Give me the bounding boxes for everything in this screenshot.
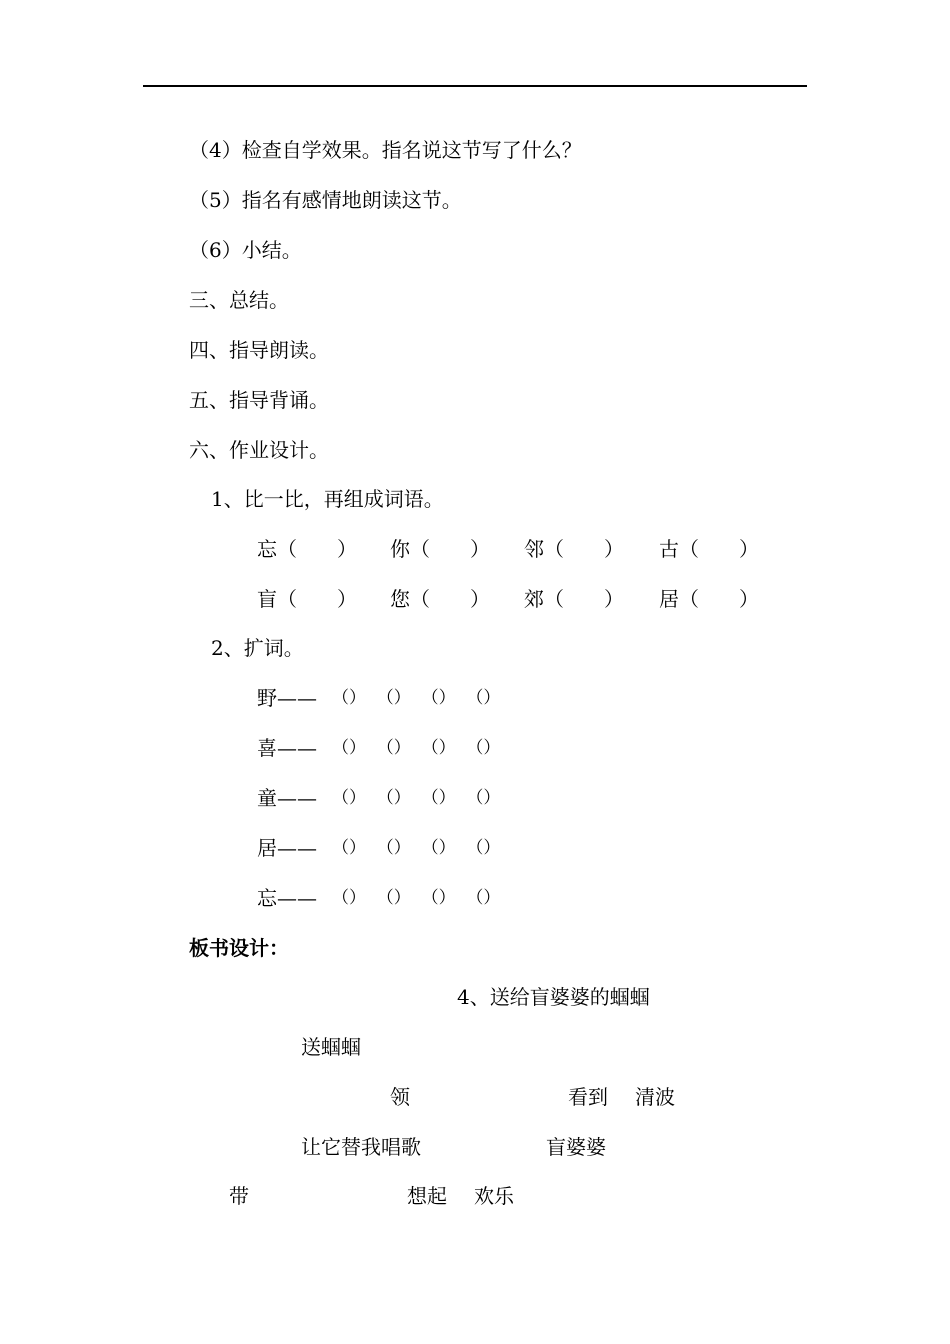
board-qingbo: 清波 <box>635 1085 675 1109</box>
expand-blanks: （） （） （） （） <box>332 838 501 858</box>
section-recite: 五、指导背诵。 <box>189 388 329 412</box>
compare-cell: 你（ ） <box>390 537 490 561</box>
expand-char: 居—— <box>257 836 317 860</box>
board-mangpopo: 盲婆婆 <box>546 1135 606 1159</box>
board-rang: 让它替我唱歌 <box>301 1135 421 1159</box>
section-summary: 三、总结。 <box>189 288 289 312</box>
section-reading: 四、指导朗读。 <box>189 338 329 362</box>
header-rule <box>143 85 807 87</box>
board-song: 送蝈蝈 <box>301 1035 361 1059</box>
compare-cell: 忘（ ） <box>257 537 357 561</box>
section-homework: 六、作业设计。 <box>189 438 329 462</box>
step-6: （6）小结。 <box>189 238 302 262</box>
compare-cell: 您（ ） <box>390 587 490 611</box>
board-heading: 板书设计： <box>189 936 289 960</box>
expand-blanks: （） （） （） （） <box>332 688 501 708</box>
compare-cell: 盲（ ） <box>257 587 357 611</box>
compare-cell: 居（ ） <box>659 587 759 611</box>
expand-char: 童—— <box>257 786 317 810</box>
expand-char: 野—— <box>257 686 317 710</box>
board-kandao: 看到 <box>568 1085 608 1109</box>
board-title: 4、送给盲婆婆的蝈蝈 <box>457 985 650 1009</box>
step-5: （5）指名有感情地朗读这节。 <box>189 188 462 212</box>
expand-blanks: （） （） （） （） <box>332 888 501 908</box>
expand-char: 喜—— <box>257 736 317 760</box>
board-dai: 带 <box>229 1184 249 1208</box>
board-xiangqi: 想起 <box>407 1184 447 1208</box>
board-huanle: 欢乐 <box>474 1184 514 1208</box>
compare-cell: 古（ ） <box>659 537 759 561</box>
compare-cell: 郊（ ） <box>524 587 624 611</box>
expand-blanks: （） （） （） （） <box>332 788 501 808</box>
board-ling: 领 <box>390 1085 410 1109</box>
exercise1-title: 1、比一比，再组成词语。 <box>211 487 444 511</box>
expand-blanks: （） （） （） （） <box>332 738 501 758</box>
expand-char: 忘—— <box>257 886 317 910</box>
compare-cell: 邻（ ） <box>524 537 624 561</box>
step-4: （4）检查自学效果。指名说这节写了什么？ <box>189 138 582 162</box>
exercise2-title: 2、扩词。 <box>211 636 304 660</box>
